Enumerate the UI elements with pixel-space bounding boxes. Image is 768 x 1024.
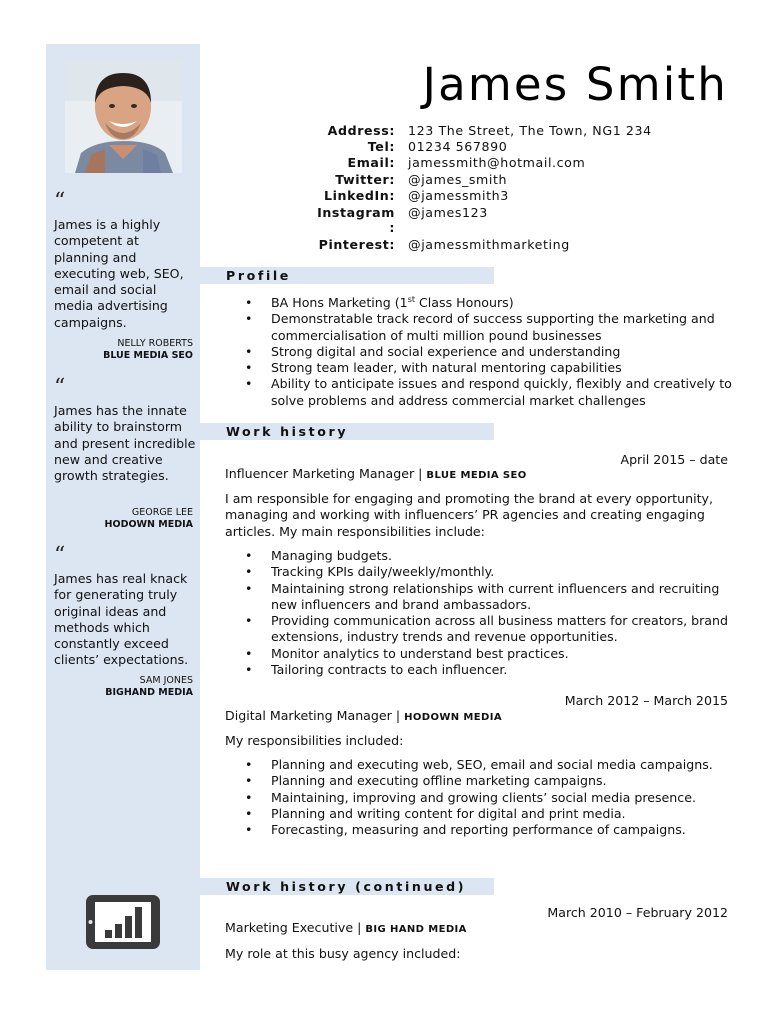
contact-linkedin: [0, 188, 768, 204]
contact-value: @james123: [408, 205, 488, 220]
contact-label: Pinterest:: [318, 237, 395, 252]
testimonial-author: NELLY ROBERTS: [117, 338, 193, 349]
contact-label: LinkedIn:: [324, 188, 395, 203]
list-item: • Monitor analytics to understand best practices.: [225, 646, 733, 662]
testimonial-author: GEORGE LEE: [131, 507, 193, 518]
job-title: Digital Marketing Manager | HODOWN MEDIA: [225, 708, 502, 723]
contact-address: [0, 123, 768, 139]
job-date: April 2015 – date: [620, 452, 728, 467]
list-item: • Strong team leader, with natural mentoring capabilities: [225, 360, 733, 376]
profile-list: [225, 295, 733, 409]
contact-label: :: [389, 220, 395, 235]
list-item: • BA Hons Marketing (1st Class Honours): [225, 295, 733, 311]
job-responsibilities: [225, 757, 733, 838]
quote-icon: “: [54, 375, 66, 400]
testimonial-company: HODOWN MEDIA: [104, 519, 193, 530]
job-title: Influencer Marketing Manager | BLUE MEDIA SEO: [225, 466, 527, 481]
list-item: • Tracking KPIs daily/weekly/monthly.: [225, 564, 733, 580]
contact-label: Address:: [327, 123, 395, 138]
job-company: BIG HAND MEDIA: [365, 924, 467, 935]
contact-value: 123 The Street, The Town, NG1 234: [408, 123, 652, 138]
testimonial-author: SAM JONES: [139, 675, 193, 686]
contact-twitter: [0, 172, 768, 188]
section-title-profile: Profile: [226, 268, 291, 283]
quote-icon: “: [54, 189, 66, 214]
contact-instagram-colon: [0, 220, 768, 236]
contact-label: Email:: [347, 155, 395, 170]
list-item: • Strong digital and social experience and understanding: [225, 344, 733, 360]
testimonial-text: James has real knack for generating truly original ideas and methods which constantly exceed clients’ expectations.: [54, 571, 189, 668]
list-item: • Planning and executing offline marketing campaigns.: [225, 773, 733, 789]
section-title-work-history-continued: Work history (continued): [226, 879, 467, 894]
job-date: March 2012 – March 2015: [564, 693, 728, 708]
testimonial-company: BLUE MEDIA SEO: [103, 350, 193, 361]
list-item: • Tailoring contracts to each influencer.: [225, 662, 733, 678]
testimonial-text: James has the innate ability to brainstorm and present incredible new and creative growth strategies.: [54, 403, 196, 484]
job-intro: I am responsible for engaging and promoting the brand at every opportunity, managing and working with influencers’ PR agencies and creating engaging articles. My main responsibilities include:: [225, 491, 713, 539]
job-company: HODOWN MEDIA: [404, 712, 502, 723]
list-item: • Maintaining, improving and growing clients’ social media presence.: [225, 790, 733, 806]
job-company: BLUE MEDIA SEO: [426, 470, 527, 481]
contact-tel: [0, 139, 768, 155]
contact-label: Tel:: [367, 139, 395, 154]
list-item: • Demonstratable track record of success supporting the marketing and commercialisation of multi million pound businesses: [225, 311, 733, 344]
contact-label: Instagram: [317, 205, 395, 220]
list-item: • Ability to anticipate issues and respond quickly, flexibly and creatively to solve problems and address commercial market challenges: [225, 376, 733, 409]
quote-icon: “: [54, 543, 66, 568]
job-responsibilities: [225, 548, 733, 678]
tablet-chart-icon: [85, 894, 161, 954]
job-intro: My responsibilities included:: [225, 733, 404, 748]
testimonial-text: James is a highly competent at planning and executing web, SEO, email and social media advertising campaigns.: [54, 217, 184, 330]
list-item: • Managing budgets.: [225, 548, 733, 564]
job-title: Marketing Executive | BIG HAND MEDIA: [225, 920, 467, 935]
list-item: • Providing communication across all business matters for creators, brand extensions, industry trends and revenue opportunities.: [225, 613, 733, 646]
job-date: March 2010 – February 2012: [547, 905, 728, 920]
list-item: • Planning and executing web, SEO, email and social media campaigns.: [225, 757, 733, 773]
candidate-name: James Smith: [422, 58, 728, 111]
job-intro: My role at this busy agency included:: [225, 946, 461, 961]
contact-value[interactable]: jamessmith@hotmail.com: [408, 155, 586, 170]
contact-pinterest: [0, 237, 768, 253]
contact-value: 01234 567890: [408, 139, 508, 154]
contact-email: [0, 155, 768, 171]
contact-value: @james_smith: [408, 172, 508, 187]
contact-instagram: [0, 205, 768, 221]
contact-value: @jamessmithmarketing: [408, 237, 570, 252]
list-item: • Planning and writing content for digital and print media.: [225, 806, 733, 822]
testimonial-company: BIGHAND MEDIA: [105, 687, 193, 698]
section-title-work-history: Work history: [226, 424, 349, 439]
contact-value: @jamessmith3: [408, 188, 509, 203]
contact-label: Twitter:: [335, 172, 395, 187]
list-item: • Maintaining strong relationships with current influencers and recruiting new influencers and brand ambassadors.: [225, 581, 733, 614]
list-item: • Forecasting, measuring and reporting performance of campaigns.: [225, 822, 733, 838]
